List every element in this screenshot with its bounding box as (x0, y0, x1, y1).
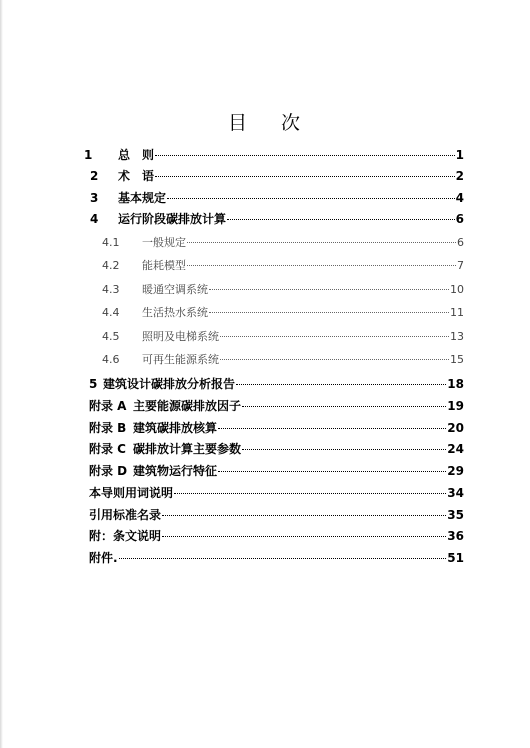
toc-entry-label: 本导则用词说明 (89, 486, 174, 500)
toc-entry-page: 15 (450, 353, 464, 366)
toc-entry-page: 20 (447, 421, 464, 435)
dot-leader (162, 514, 446, 516)
toc-entry-number: 4.2 (102, 259, 120, 272)
dot-leader (155, 175, 455, 177)
toc-entry-number: 4 (90, 212, 99, 226)
toc-entry-label: 生活热水系统 (142, 306, 208, 319)
toc-entry-4-2[interactable] (102, 257, 464, 277)
toc-entry-label: 可再生能源系统 (142, 353, 219, 366)
toc-entry-page: 34 (447, 486, 464, 500)
toc-entry-3[interactable] (90, 189, 464, 209)
toc-entry-label: 建筑碳排放核算 (133, 421, 218, 435)
toc-entry-label: 总 则 (118, 148, 155, 162)
toc-entry-label: 引用标准名录 (89, 508, 162, 522)
toc-entry-wording-explanation[interactable] (89, 484, 464, 504)
dot-leader (167, 197, 455, 199)
toc-entry-5[interactable] (89, 375, 464, 395)
toc-entry-label: 照明及电梯系统 (142, 330, 219, 343)
toc-entry-number: 4.1 (102, 236, 120, 249)
dot-leader (218, 427, 446, 429)
toc-entry-number: 3 (90, 191, 99, 205)
toc-entry-page: 4 (455, 191, 464, 205)
toc-entry-appendix-c[interactable] (89, 440, 464, 460)
toc-entry-number: 附录 C (89, 442, 126, 456)
toc-entry-label: 建筑设计碳排放分析报告 (103, 377, 236, 391)
dot-leader (242, 448, 446, 450)
toc-entry-page: 6 (457, 236, 464, 249)
toc-entry-page: 24 (447, 442, 464, 456)
toc-entry-number: 1 (84, 148, 93, 162)
toc-entry-attachment[interactable] (89, 549, 464, 569)
toc-entry-label: 附：条文说明 (89, 529, 162, 543)
toc-entry-page: 51 (447, 551, 464, 565)
toc-entry-page: 35 (447, 508, 464, 522)
toc-entry-4[interactable] (90, 210, 464, 230)
dot-leader (220, 335, 449, 337)
toc-entry-page: 2 (455, 169, 464, 183)
toc-entry-number: 附录 D (89, 464, 128, 478)
toc-entry-page: 18 (447, 377, 464, 391)
dot-leader (209, 311, 449, 313)
dot-leader (227, 218, 455, 220)
dot-leader (187, 264, 456, 266)
toc-entry-page: 29 (447, 464, 464, 478)
toc-entry-number: 4.5 (102, 330, 120, 343)
toc-entry-page: 10 (450, 283, 464, 296)
dot-leader (187, 241, 456, 243)
dot-leader (119, 557, 447, 559)
toc-entry-4-5[interactable] (102, 328, 464, 348)
toc-entry-label: 附件. (89, 551, 118, 565)
toc-entry-appendix-b[interactable] (89, 419, 464, 439)
toc-entry-label: 建筑物运行特征 (133, 464, 218, 478)
toc-entry-page: 36 (447, 529, 464, 543)
dot-leader (242, 405, 446, 407)
toc-entry-appendix-d[interactable] (89, 462, 464, 482)
toc-entry-4-4[interactable] (102, 304, 464, 324)
dot-leader (162, 535, 446, 537)
dot-leader (209, 288, 449, 290)
dot-leader (218, 470, 446, 472)
toc-entry-number: 附录 B (89, 421, 127, 435)
dot-leader (155, 154, 455, 156)
toc-entry-2[interactable] (90, 167, 464, 187)
toc-entry-number: 5 (89, 377, 98, 391)
toc-entry-page: 19 (447, 399, 464, 413)
toc-entry-number: 4.4 (102, 306, 120, 319)
toc-entry-number: 4.6 (102, 353, 120, 366)
toc-entry-label: 基本规定 (118, 191, 167, 205)
toc-entry-page: 13 (450, 330, 464, 343)
toc-entry-label: 主要能源碳排放因子 (133, 399, 242, 413)
toc-entry-label: 一般规定 (142, 236, 186, 249)
toc-entry-number: 附录 A (89, 399, 127, 413)
dot-leader (236, 383, 446, 385)
toc-entry-page: 1 (455, 148, 464, 162)
toc-entry-clause-explanation[interactable] (89, 527, 464, 547)
toc-entry-label: 碳排放计算主要参数 (133, 442, 242, 456)
toc-entry-referenced-standards[interactable] (89, 506, 464, 526)
toc-entry-4-3[interactable] (102, 281, 464, 301)
toc-entry-number: 4.3 (102, 283, 120, 296)
toc-entry-1[interactable] (84, 146, 464, 166)
toc-entry-label: 术 语 (118, 169, 155, 183)
dot-leader (220, 358, 449, 360)
toc-entry-page: 11 (450, 306, 464, 319)
toc-entry-page: 6 (455, 212, 464, 226)
toc-entry-4-1[interactable] (102, 234, 464, 254)
toc-entry-label: 能耗模型 (142, 259, 186, 272)
toc-entry-label: 暖通空调系统 (142, 283, 208, 296)
toc-entry-4-6[interactable] (102, 351, 464, 371)
dot-leader (174, 492, 446, 494)
toc-entry-appendix-a[interactable] (89, 397, 464, 417)
toc-entry-number: 2 (90, 169, 99, 183)
toc-title: 目 次 (227, 112, 315, 134)
toc-entry-label: 运行阶段碳排放计算 (118, 212, 227, 226)
toc-entry-page: 7 (457, 259, 464, 272)
